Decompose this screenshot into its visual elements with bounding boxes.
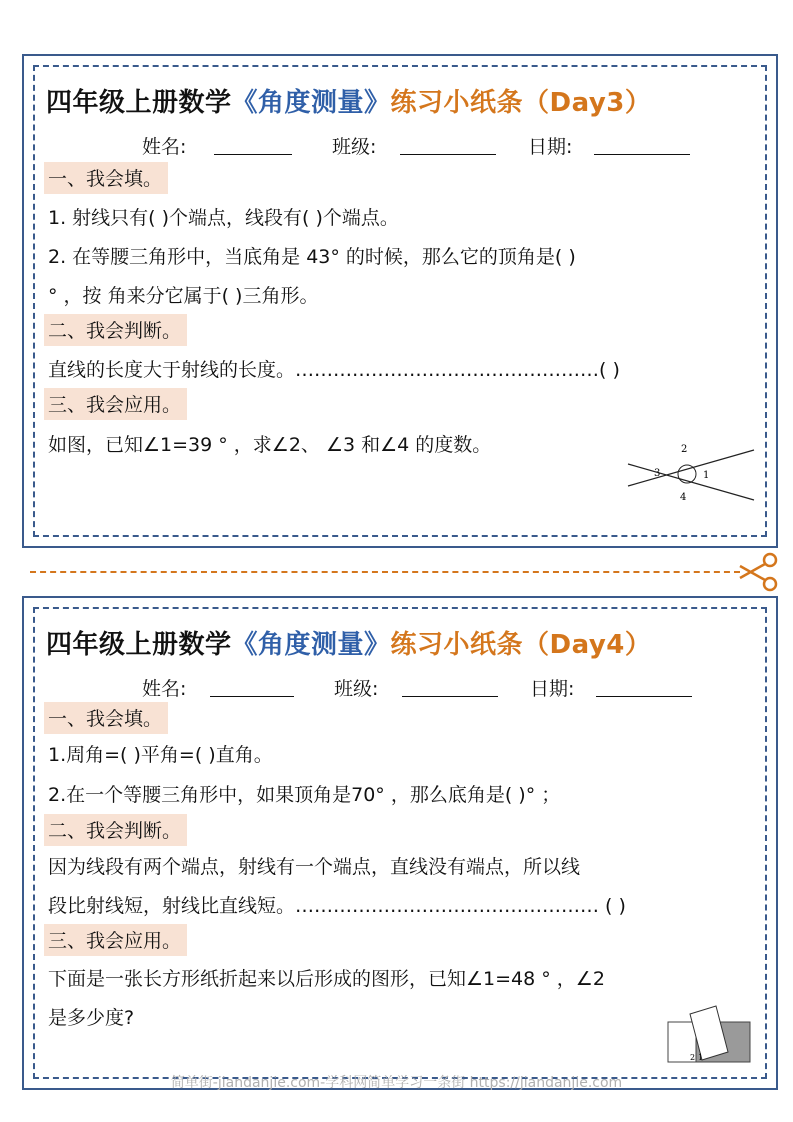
question-1: 1.周角=( )平角=( )直角。 — [48, 744, 273, 766]
name-label: 姓名: — [142, 678, 187, 700]
question-2-line1: 2. 在等腰三角形中，当底角是 43° 的时候，那么它的顶角是( ) — [48, 246, 576, 268]
section-apply-heading: 三、我会应用。 — [44, 388, 187, 420]
class-label: 班级: — [334, 678, 379, 700]
question-2-line2: ° ，按 角来分它属于( )三角形。 — [48, 285, 319, 307]
title-grade: 四年级上册数学 — [46, 630, 232, 660]
apply-question: 如图，已知∠1=39 ° ，求∠2、 ∠3 和∠4 的度数。 — [48, 434, 492, 456]
title-grade: 四年级上册数学 — [46, 88, 232, 118]
title-day: 练习小纸条（Day4） — [390, 630, 652, 660]
angle-label-1: 1 — [698, 1053, 704, 1062]
worksheet-card-day4 — [22, 596, 778, 1090]
angle-label-2: 2 — [690, 1053, 696, 1062]
date-blank[interactable] — [594, 154, 690, 155]
class-blank[interactable] — [402, 696, 498, 697]
folded-paper-figure — [666, 1002, 754, 1064]
date-label: 日期: — [528, 136, 573, 158]
class-blank[interactable] — [400, 154, 496, 155]
name-blank[interactable] — [210, 696, 294, 697]
name-blank[interactable] — [214, 154, 292, 155]
card-title — [46, 82, 651, 119]
section-judge-heading: 二、我会判断。 — [44, 814, 187, 846]
date-blank[interactable] — [596, 696, 692, 697]
scissors-icon — [738, 552, 782, 592]
judge-statement: 直线的长度大于射线的长度。…………………………………………( ) — [48, 359, 620, 381]
section-fill-heading: 一、我会填。 — [44, 162, 168, 194]
date-label: 日期: — [530, 678, 575, 700]
section-apply-heading: 三、我会应用。 — [44, 924, 187, 956]
line-b — [628, 450, 754, 486]
apply-line-1: 下面是一张长方形纸折起来以后形成的图形，已知∠1=48 ° ，∠2 — [48, 968, 605, 990]
class-label: 班级: — [332, 136, 377, 158]
judge-line-2: 段比射线短，射线比直线短。………………………………………… ( ) — [48, 895, 626, 917]
angle-label-3: 3 — [654, 468, 661, 479]
angle-label-4: 4 — [680, 492, 687, 503]
intersecting-lines-figure — [624, 436, 759, 506]
apply-line-2: 是多少度? — [48, 1007, 135, 1029]
title-topic: 《角度测量》 — [231, 88, 391, 118]
name-label: 姓名: — [142, 136, 187, 158]
angle-label-2: 2 — [681, 444, 688, 455]
worksheet-card-day3 — [22, 54, 778, 548]
section-judge-heading: 二、我会判断。 — [44, 314, 187, 346]
question-2: 2.在一个等腰三角形中，如果顶角是70° ，那么底角是( )° ； — [48, 784, 561, 806]
watermark-text: 简单街-jiandanjie.com-学科网简单学习一条街 https://jiandanjie.com — [170, 1075, 623, 1091]
card-title — [46, 624, 651, 661]
title-day: 练习小纸条（Day3） — [390, 88, 652, 118]
section-fill-heading: 一、我会填。 — [44, 702, 168, 734]
judge-line-1: 因为线段有两个端点，射线有一个端点，直线没有端点，所以线 — [48, 856, 581, 878]
cut-line — [30, 571, 740, 573]
title-topic: 《角度测量》 — [231, 630, 391, 660]
angle-label-1: 1 — [703, 470, 710, 481]
question-1: 1. 射线只有( )个端点，线段有( )个端点。 — [48, 207, 399, 229]
